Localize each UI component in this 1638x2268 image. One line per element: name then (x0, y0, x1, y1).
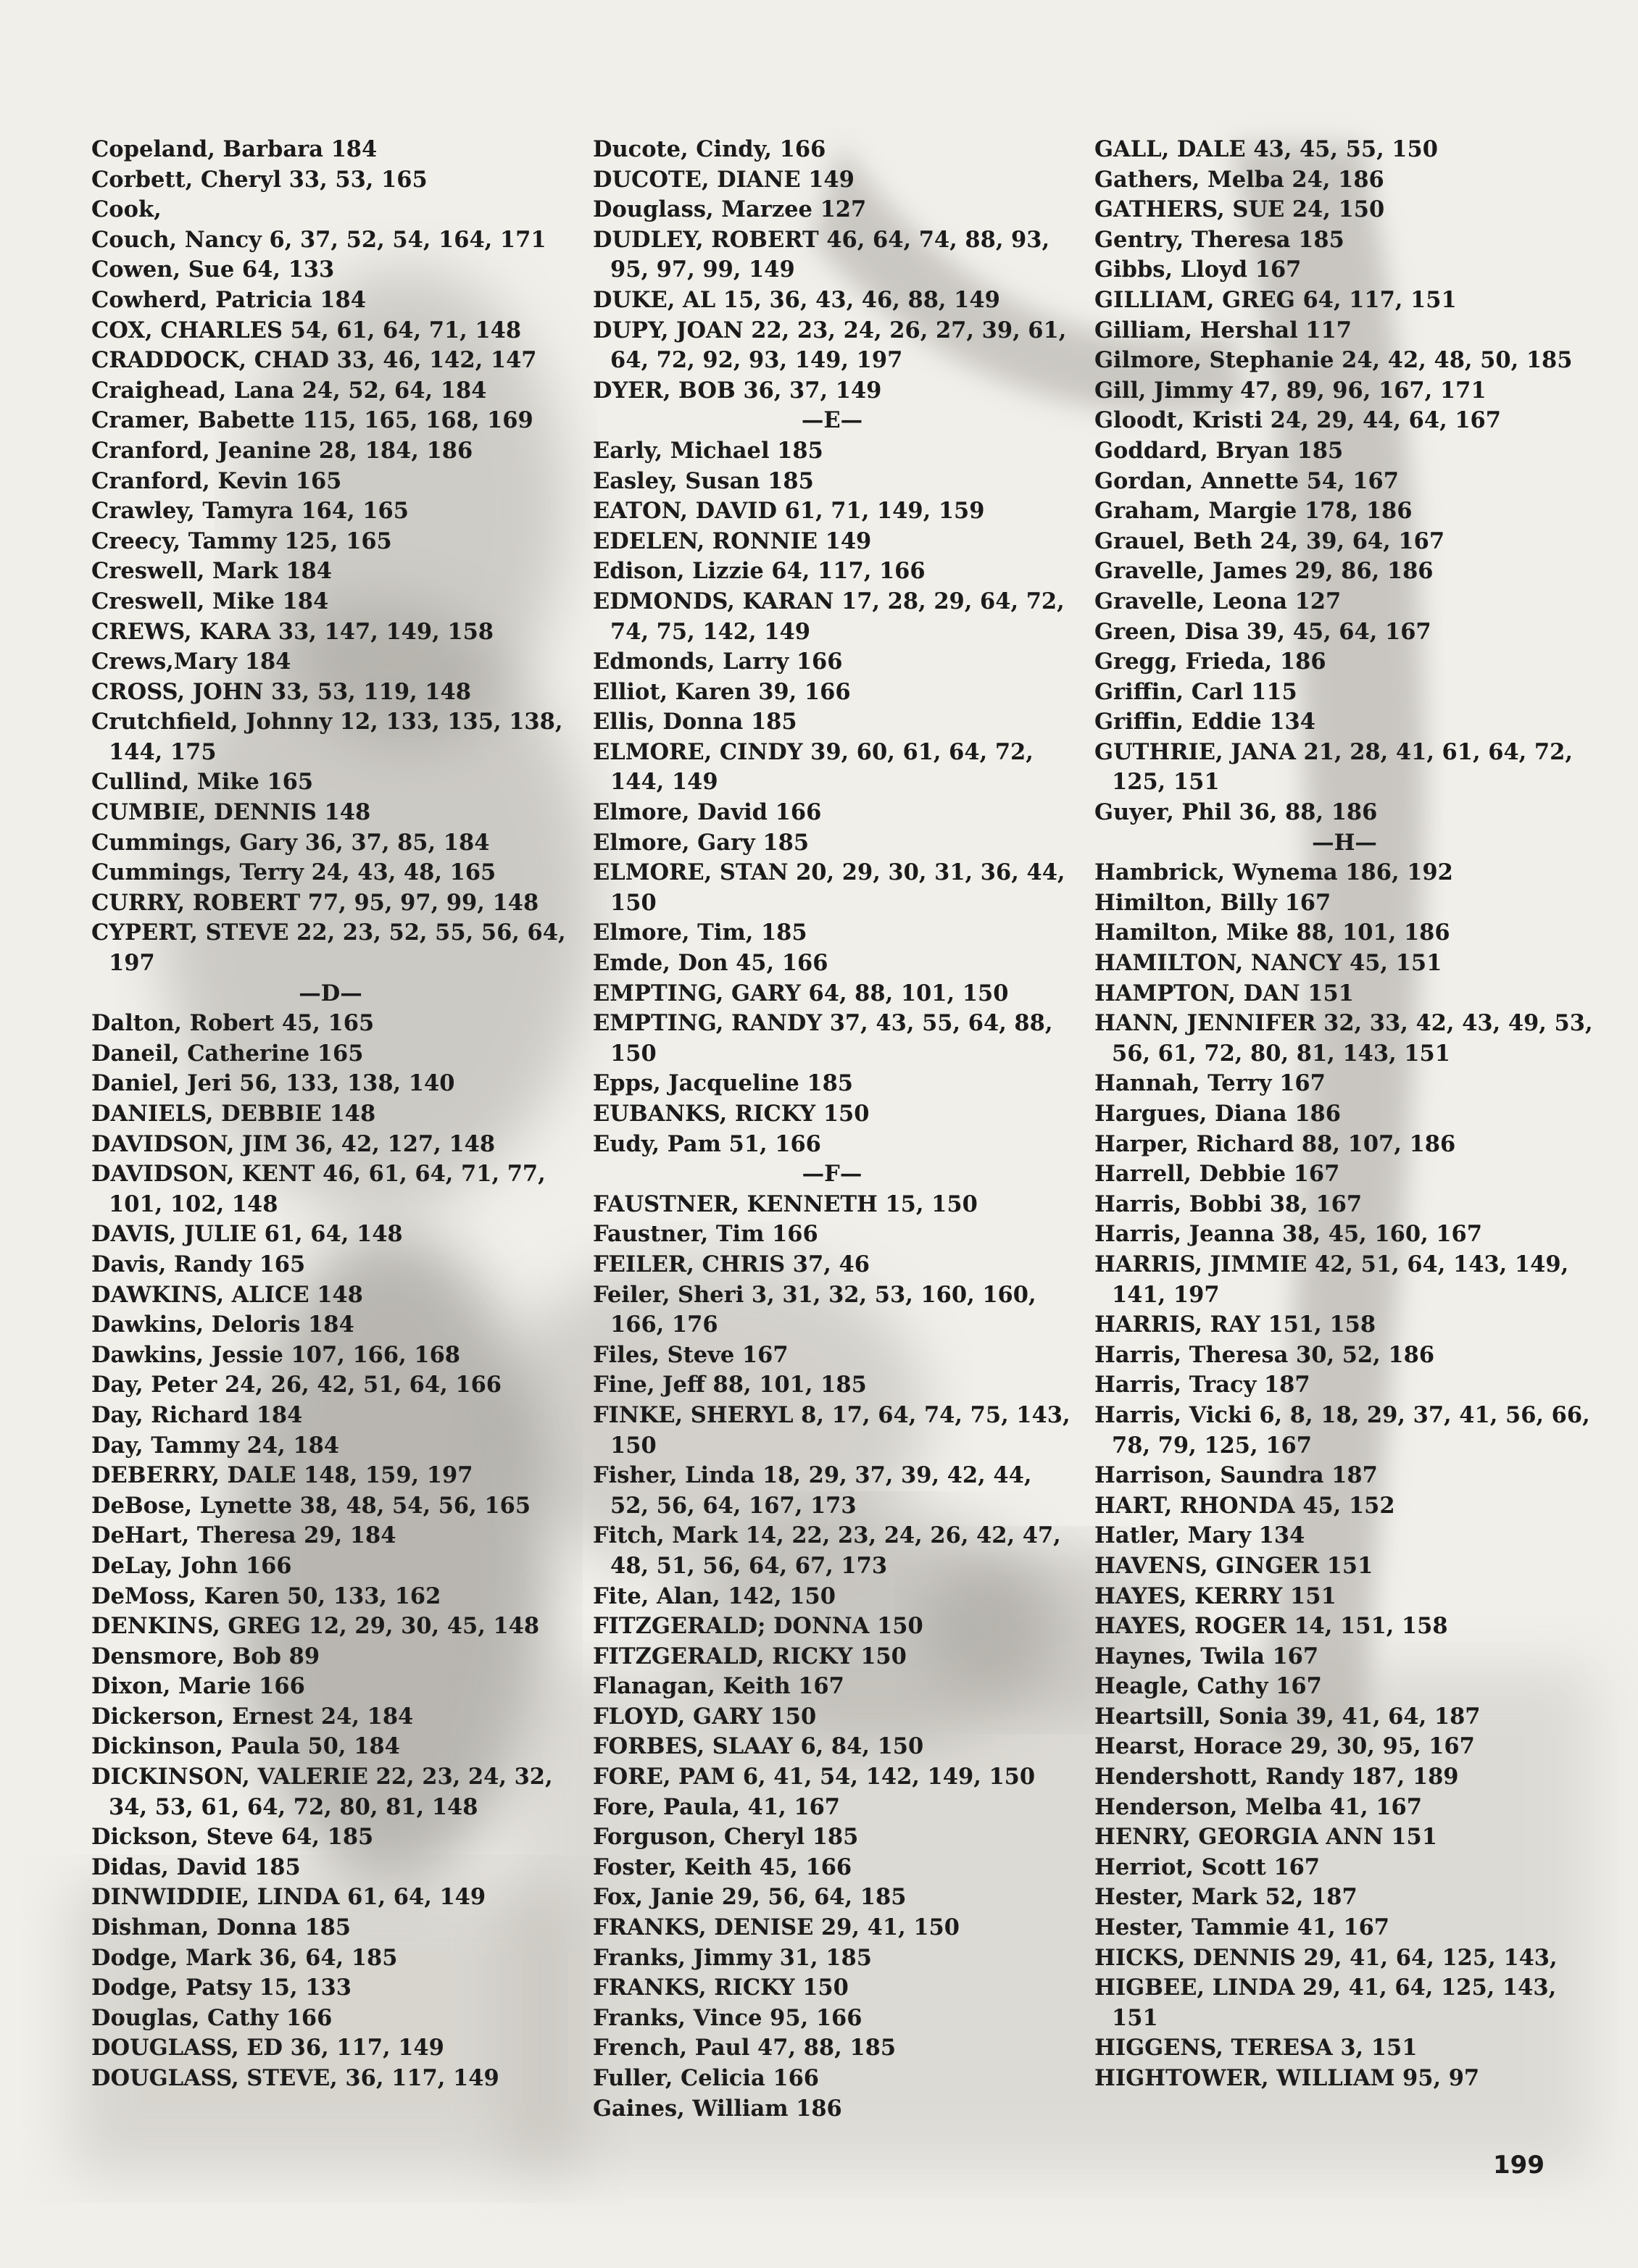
index-entry: Dickson, Steve 64, 185 (91, 1824, 374, 1851)
index-entry: HIGBEE, LINDA 29, 41, 64, 125, 143, 151 (1094, 1975, 1557, 2031)
index-entry: Franks, Vince 95, 166 (593, 2004, 862, 2031)
index-entry: HAMPTON, DAN 151 (1094, 980, 1354, 1006)
index-entry: Forguson, Cheryl 185 (593, 1824, 859, 1851)
index-entry: Fuller, Celicia 166 (593, 2065, 820, 2091)
index-entry: Cullind, Mike 165 (91, 769, 314, 796)
index-entry: Creswell, Mark 184 (91, 558, 333, 585)
index-entry: Harrell, Debbie 167 (1094, 1161, 1340, 1188)
index-column-1 (91, 135, 570, 2094)
page-number: 199 (1493, 2151, 1545, 2180)
index-entry: Gravelle, Leona 127 (1094, 588, 1342, 614)
index-entry: EDELEN, RONNIE 149 (593, 528, 872, 554)
index-entry: EATON, DAVID 61, 71, 149, 159 (593, 498, 985, 525)
index-entry: FINKE, SHERYL 8, 17, 64, 74, 75, 143, 150 (593, 1401, 1070, 1459)
index-entry: DAVIDSON, KENT 46, 61, 64, 71, 77, 101, 102, 148 (91, 1161, 546, 1217)
index-entry: Harrison, Saundra 187 (1094, 1462, 1378, 1489)
index-entry: EUBANKS, RICKY 150 (593, 1101, 870, 1127)
index-entry: Harris, Vicki 6, 8, 18, 29, 37, 41, 56, 66, 78, 79, 125, 167 (1094, 1401, 1590, 1459)
index-entry: Gill, Jimmy 47, 89, 96, 167, 171 (1094, 377, 1487, 404)
index-entry: Early, Michael 185 (593, 437, 823, 464)
index-entry: Couch, Nancy 6, 37, 52, 54, 164, 171 (91, 226, 546, 253)
index-entry: CREWS, KARA 33, 147, 149, 158 (91, 618, 494, 645)
index-entry: Harris, Bobbi 38, 167 (1094, 1191, 1363, 1217)
index-entry: Harris, Theresa 30, 52, 186 (1094, 1341, 1435, 1368)
index-entry: HANN, JENNIFER 32, 33, 42, 43, 49, 53, 56, 61, 72, 80, 81, 143, 151 (1094, 1010, 1593, 1067)
index-entry: Dalton, Robert 45, 165 (91, 1010, 375, 1037)
index-entry: Gloodt, Kristi 24, 29, 44, 64, 167 (1094, 407, 1501, 434)
index-entry: FAUSTNER, KENNETH 15, 150 (593, 1191, 978, 1217)
index-entry: Gentry, Theresa 185 (1094, 226, 1344, 253)
index-entry: FLOYD, GARY 150 (593, 1703, 817, 1730)
index-entry: Daneil, Catherine 165 (91, 1040, 364, 1067)
index-entry: Easley, Susan 185 (593, 467, 814, 494)
index-entry: GATHERS, SUE 24, 150 (1094, 196, 1385, 223)
index-entry: Gathers, Melba 24, 186 (1094, 166, 1384, 193)
index-entry: DeMoss, Karen 50, 133, 162 (91, 1583, 441, 1609)
index-entry: Guyer, Phil 36, 88, 186 (1094, 799, 1378, 826)
index-entry: Cranford, Kevin 165 (91, 467, 342, 494)
index-entry: Dawkins, Jessie 107, 166, 168 (91, 1341, 461, 1368)
index-entry: DUDLEY, ROBERT 46, 64, 74, 88, 93, 95, 97, 99, 149 (593, 226, 1050, 283)
section-letter-heading: —E— (801, 407, 863, 434)
index-entry: French, Paul 47, 88, 185 (593, 2035, 897, 2061)
index-entry: Hendershott, Randy 187, 189 (1094, 1764, 1459, 1790)
index-entry: COX, CHARLES 54, 61, 64, 71, 148 (91, 317, 522, 343)
index-entry: Harris, Jeanna 38, 45, 160, 167 (1094, 1221, 1482, 1248)
index-entry: EDMONDS, KARAN 17, 28, 29, 64, 72, 74, 75, 142, 149 (593, 588, 1065, 645)
index-entry: Heagle, Cathy 167 (1094, 1673, 1322, 1700)
index-entry: Dixon, Marie 166 (91, 1673, 305, 1700)
index-entry: Day, Tammy 24, 184 (91, 1432, 340, 1459)
index-entry: CYPERT, STEVE 22, 23, 52, 55, 56, 64, 197 (91, 920, 566, 977)
index-entry: ELMORE, STAN 20, 29, 30, 31, 36, 44, 150 (593, 859, 1065, 916)
index-entry: Hester, Mark 52, 187 (1094, 1884, 1358, 1911)
index-entry: GUTHRIE, JANA 21, 28, 41, 61, 64, 72, 125, 151 (1094, 738, 1573, 796)
index-entry: Elmore, Tim, 185 (593, 920, 807, 946)
index-entry: Fore, Paula, 41, 167 (593, 1793, 841, 1820)
index-entry: Ducote, Cindy, 166 (593, 136, 826, 162)
index-entry: Epps, Jacqueline 185 (593, 1070, 854, 1097)
index-entry: Gregg, Frieda, 186 (1094, 649, 1326, 675)
index-entry: Herriot, Scott 167 (1094, 1854, 1321, 1880)
index-entry: Franks, Jimmy 31, 185 (593, 1944, 872, 1971)
index-entry: Fox, Janie 29, 56, 64, 185 (593, 1884, 907, 1911)
index-entry: Craighead, Lana 24, 52, 64, 184 (91, 377, 487, 404)
index-entry: Didas, David 185 (91, 1854, 301, 1880)
index-entry: Hearst, Horace 29, 30, 95, 167 (1094, 1733, 1475, 1760)
index-entry: Dickinson, Paula 50, 184 (91, 1733, 400, 1760)
index-entry: GILLIAM, GREG 64, 117, 151 (1094, 286, 1457, 313)
index-entry: DICKINSON, VALERIE 22, 23, 24, 32, 34, 53, 61, 64, 72, 80, 81, 148 (91, 1764, 553, 1820)
index-entry: DEBERRY, DALE 148, 159, 197 (91, 1462, 473, 1489)
index-entry: DAVIDSON, JIM 36, 42, 127, 148 (91, 1130, 496, 1157)
index-entry: Gibbs, Lloyd 167 (1094, 257, 1302, 283)
index-entry: CRADDOCK, CHAD 33, 46, 142, 147 (91, 347, 537, 374)
index-entry: Crews,Mary 184 (91, 649, 291, 675)
index-entry: DeBose, Lynette 38, 48, 54, 56, 165 (91, 1492, 531, 1519)
index-entry: HICKS, DENNIS 29, 41, 64, 125, 143, (1094, 1944, 1558, 1971)
index-entry: Emde, Don 45, 166 (593, 950, 828, 977)
index-entry: Cummings, Gary 36, 37, 85, 184 (91, 829, 490, 856)
index-entry: Gordan, Annette 54, 167 (1094, 467, 1399, 494)
index-entry: CROSS, JOHN 33, 53, 119, 148 (91, 678, 471, 705)
index-entry: HART, RHONDA 45, 152 (1094, 1492, 1395, 1519)
index-entry: Dickerson, Ernest 24, 184 (91, 1703, 414, 1730)
index-entry: Edmonds, Larry 166 (593, 649, 843, 675)
index-entry: HENRY, GEORGIA ANN 151 (1094, 1824, 1437, 1851)
index-entry: Edison, Lizzie 64, 117, 166 (593, 558, 926, 585)
index-entry: Dawkins, Deloris 184 (91, 1312, 354, 1338)
index-entry: Douglass, Marzee 127 (593, 196, 867, 223)
index-entry: DUPY, JOAN 22, 23, 24, 26, 27, 39, 61, 64, 72, 92, 93, 149, 197 (593, 317, 1067, 374)
index-entry: Corbett, Cheryl 33, 53, 165 (91, 166, 428, 193)
index-entry: DeLay, John 166 (91, 1552, 292, 1579)
index-entry: DOUGLASS, STEVE, 36, 117, 149 (91, 2065, 499, 2091)
index-entry: EMPTING, GARY 64, 88, 101, 150 (593, 980, 1009, 1006)
index-entry: Cranford, Jeanine 28, 184, 186 (91, 437, 473, 464)
index-entry: Cowen, Sue 64, 133 (91, 257, 335, 283)
index-entry: FRANKS, RICKY 150 (593, 1975, 849, 2001)
index-entry: Gaines, William 186 (593, 2095, 842, 2122)
index-entry: DUKE, AL 15, 36, 43, 46, 88, 149 (593, 286, 1000, 313)
index-entry: Gravelle, James 29, 86, 186 (1094, 558, 1434, 585)
index-entry: Hambrick, Wynema 186, 192 (1094, 859, 1453, 886)
index-entry: Crawley, Tamyra 164, 165 (91, 498, 409, 525)
index-entry: HAYES, ROGER 14, 151, 158 (1094, 1613, 1448, 1640)
index-entry: Dodge, Patsy 15, 133 (91, 1975, 352, 2001)
index-entry: Cramer, Babette 115, 165, 168, 169 (91, 407, 533, 434)
index-entry: FITZGERALD, RICKY 150 (593, 1643, 907, 1669)
index-entry: FRANKS, DENISE 29, 41, 150 (593, 1914, 960, 1941)
index-entry: Harris, Tracy 187 (1094, 1372, 1310, 1398)
index-entry: Griffin, Carl 115 (1094, 678, 1297, 705)
index-entry: Foster, Keith 45, 166 (593, 1854, 852, 1880)
index-entry: Files, Steve 167 (593, 1341, 789, 1368)
index-entry: Griffin, Eddie 134 (1094, 709, 1315, 735)
index-entry: DINWIDDIE, LINDA 61, 64, 149 (91, 1884, 486, 1911)
index-entry: Gilliam, Hershal 117 (1094, 317, 1352, 343)
index-entry: Hargues, Diana 186 (1094, 1101, 1341, 1127)
index-entry: CUMBIE, DENNIS 148 (91, 799, 371, 826)
index-entry: HAVENS, GINGER 151 (1094, 1552, 1373, 1579)
index-entry: Crutchfield, Johnny 12, 133, 135, 138, 144, 175 (91, 709, 563, 765)
index-entry: DOUGLASS, ED 36, 117, 149 (91, 2035, 444, 2061)
index-entry: Flanagan, Keith 167 (593, 1673, 844, 1700)
section-letter-heading: —H— (1312, 829, 1377, 856)
index-entry: Davis, Randy 165 (91, 1251, 306, 1277)
index-entry: Harper, Richard 88, 107, 186 (1094, 1130, 1456, 1157)
index-entry: HIGHTOWER, WILLIAM 95, 97 (1094, 2065, 1480, 2091)
index-entry: Fitch, Mark 14, 22, 23, 24, 26, 42, 47, 48, 51, 56, 64, 67, 173 (593, 1522, 1061, 1579)
index-entry: Fite, Alan, 142, 150 (593, 1583, 836, 1609)
index-entry: Day, Peter 24, 26, 42, 51, 64, 166 (91, 1372, 502, 1398)
index-entry: Dishman, Donna 185 (91, 1914, 352, 1941)
section-letter-heading: —D— (299, 980, 362, 1006)
index-entry: Grauel, Beth 24, 39, 64, 167 (1094, 528, 1445, 554)
index-entry: Creswell, Mike 184 (91, 588, 329, 614)
index-entry: EMPTING, RANDY 37, 43, 55, 64, 88, 150 (593, 1010, 1053, 1067)
index-entry: FORBES, SLAAY 6, 84, 150 (593, 1733, 924, 1760)
index-entry: GALL, DALE 43, 45, 55, 150 (1094, 136, 1438, 162)
index-entry: Eudy, Pam 51, 166 (593, 1130, 821, 1157)
index-entry: ELMORE, CINDY 39, 60, 61, 64, 72, 144, 149 (593, 738, 1034, 796)
index-entry: Creecy, Tammy 125, 165 (91, 528, 392, 554)
index-entry: Haynes, Twila 167 (1094, 1643, 1319, 1669)
index-entry: DAVIS, JULIE 61, 64, 148 (91, 1221, 403, 1248)
index-entry: DANIELS, DEBBIE 148 (91, 1101, 376, 1127)
index-entry: Hannah, Terry 167 (1094, 1070, 1326, 1097)
index-entry: Cummings, Terry 24, 43, 48, 165 (91, 859, 496, 886)
index-entry: HIGGENS, TERESA 3, 151 (1094, 2035, 1418, 2061)
index-entry: CURRY, ROBERT 77, 95, 97, 99, 148 (91, 889, 539, 916)
index-entry: Graham, Margie 178, 186 (1094, 498, 1413, 525)
index-entry: FITZGERALD; DONNA 150 (593, 1613, 923, 1640)
index-entry: Densmore, Bob 89 (91, 1643, 320, 1669)
index-entry: Ellis, Donna 185 (593, 709, 797, 735)
index-entry: Gilmore, Stephanie 24, 42, 48, 50, 185 (1094, 347, 1573, 374)
index-entry: Heartsill, Sonia 39, 41, 64, 187 (1094, 1703, 1481, 1730)
index-entry: Daniel, Jeri 56, 133, 138, 140 (91, 1070, 455, 1097)
index-entry: FORE, PAM 6, 41, 54, 142, 149, 150 (593, 1764, 1036, 1790)
index-entry: Green, Disa 39, 45, 64, 167 (1094, 618, 1431, 645)
index-entry: Elliot, Karen 39, 166 (593, 678, 851, 705)
index-entry: Himilton, Billy 167 (1094, 889, 1331, 916)
index-entry: Dodge, Mark 36, 64, 185 (91, 1944, 398, 1971)
index-entry: Hester, Tammie 41, 167 (1094, 1914, 1390, 1941)
index-entry: Hatler, Mary 134 (1094, 1522, 1305, 1549)
index-entry: Elmore, David 166 (593, 799, 822, 826)
index-entry: Cowherd, Patricia 184 (91, 286, 366, 313)
index-entry: Cook, (91, 196, 162, 223)
index-entry: HAYES, KERRY 151 (1094, 1583, 1336, 1609)
index-entry: DeHart, Theresa 29, 184 (91, 1522, 396, 1549)
index-column-3 (1094, 135, 1595, 2094)
index-entry: Henderson, Melba 41, 167 (1094, 1793, 1422, 1820)
index-entry: Fisher, Linda 18, 29, 37, 39, 42, 44, 52, 56, 64, 167, 173 (593, 1462, 1032, 1519)
index-entry: DENKINS, GREG 12, 29, 30, 45, 148 (91, 1613, 540, 1640)
index-entry: Hamilton, Mike 88, 101, 186 (1094, 920, 1450, 946)
index-entry: HAMILTON, NANCY 45, 151 (1094, 950, 1442, 977)
index-column-2 (593, 135, 1071, 2124)
index-entry: Copeland, Barbara 184 (91, 136, 378, 162)
index-entry: DUCOTE, DIANE 149 (593, 166, 855, 193)
index-entry: DAWKINS, ALICE 148 (91, 1281, 363, 1308)
index-entry: Faustner, Tim 166 (593, 1221, 818, 1248)
index-entry: Douglas, Cathy 166 (91, 2004, 333, 2031)
index-entry: FEILER, CHRIS 37, 46 (593, 1251, 870, 1277)
index-entry: HARRIS, RAY 151, 158 (1094, 1312, 1376, 1338)
index-entry: Elmore, Gary 185 (593, 829, 810, 856)
index-entry: DYER, BOB 36, 37, 149 (593, 377, 882, 404)
index-entry: Feiler, Sheri 3, 31, 32, 53, 160, 160, 166, 176 (593, 1281, 1036, 1338)
index-entry: Goddard, Bryan 185 (1094, 437, 1344, 464)
index-entry: HARRIS, JIMMIE 42, 51, 64, 143, 149, 141, 197 (1094, 1251, 1569, 1308)
section-letter-heading: —F— (802, 1161, 862, 1188)
index-entry: Fine, Jeff 88, 101, 185 (593, 1372, 867, 1398)
index-entry: Day, Richard 184 (91, 1401, 303, 1428)
